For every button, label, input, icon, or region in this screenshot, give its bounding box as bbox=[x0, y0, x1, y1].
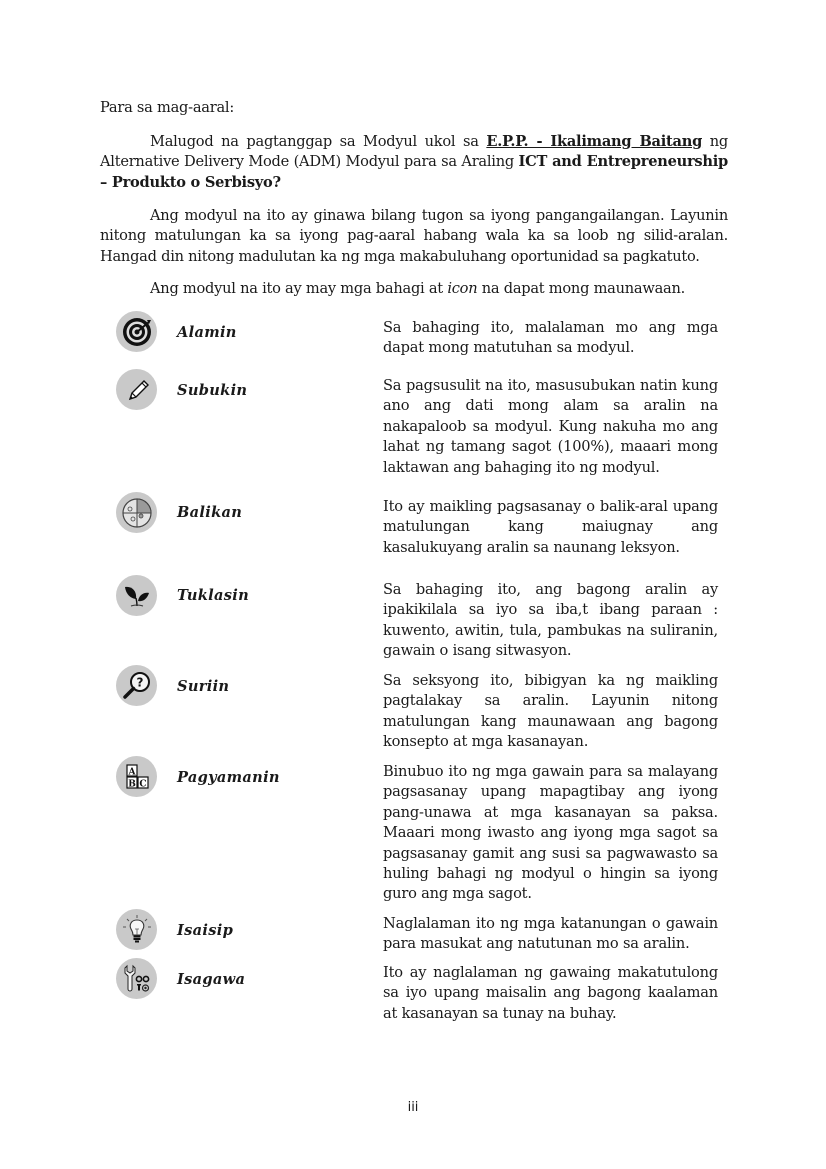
section-description: Sa seksyong ito, bibigyan ka ng maikling pagtalakay sa aralin. Layunin nitong matulungan kang maunawaan ang bagong konsepto at mga kasanayan. bbox=[383, 672, 718, 751]
parts-intro-start: Ang modyul na ito ay may mga bahagi at bbox=[150, 280, 448, 297]
section-description: Naglalaman ito ng mga katanungan o gawain para masukat ang natutunan mo sa aralin. bbox=[383, 915, 718, 953]
section-description: Ito ay maikling pagsasanay o balik-aral upang matulungan kang maiugnay ang kasalukuyang aralin sa naunang leksyon. bbox=[383, 498, 718, 556]
parts-intro-end: na dapat mong maunawaan. bbox=[477, 280, 686, 297]
puzzle-icon bbox=[116, 492, 157, 533]
section-label: Isaisip bbox=[177, 922, 234, 939]
greeting: Para sa mag-aaral: bbox=[100, 99, 234, 116]
lesson-title: ICT and Entrepreneurship – Produkto o Serbisyo? bbox=[100, 153, 728, 191]
parts-intro-paragraph bbox=[100, 279, 728, 299]
section-label: Balikan bbox=[177, 504, 243, 521]
magnifier-question-icon bbox=[116, 665, 157, 706]
section-description: Ito ay naglalaman ng gawaing makatutulong sa iyo upang maisalin ang bagong kaalaman at kasanayan sa tunay na buhay. bbox=[383, 964, 718, 1022]
welcome-text-start: Malugod na pagtanggap sa Modyul ukol sa bbox=[150, 133, 487, 150]
svg-text:?: ? bbox=[136, 675, 143, 689]
section-label: Tuklasin bbox=[177, 587, 250, 604]
pencil-icon bbox=[116, 369, 157, 410]
section-description: Sa bahaging ito, malalaman mo ang mga dapat mong matutuhan sa modyul. bbox=[383, 319, 718, 357]
section-label: Subukin bbox=[177, 382, 248, 399]
lightbulb-icon bbox=[116, 909, 157, 950]
section-label: Alamin bbox=[177, 324, 237, 341]
svg-text:C: C bbox=[138, 779, 147, 789]
parts-intro-italic: icon bbox=[447, 280, 478, 297]
subject-grade-title: E.P.P. - Ikalimang Baitang bbox=[486, 133, 703, 150]
tools-icon bbox=[116, 958, 157, 999]
section-label: Isagawa bbox=[177, 971, 246, 988]
section-label: Suriin bbox=[177, 678, 230, 695]
section-description: Sa pagsusulit na ito, masusubukan natin kung ano ang dati mong alam sa aralin na nakapaloob sa modyul. Kung nakuha mo ang lahat ng tamang sagot (100%), maaari mong laktawan ang bahaging ito ng modyul. bbox=[383, 377, 718, 476]
purpose-paragraph: Ang modyul na ito ay ginawa bilang tugon sa iyong pangangailangan. Layunin nitong matulungan ka sa iyong pag-aaral habang wala ka sa loob ng silid-aralan. Hangad din nitong madulutan ka ng mga makabuluhang oportunidad sa pagkatuto. bbox=[100, 207, 728, 265]
welcome-paragraph bbox=[100, 132, 728, 193]
welcome-text-middle: ng Alternative Delivery Mode (ADM) Modyul para sa Araling bbox=[100, 133, 728, 171]
section-description: Binubuo ito ng mga gawain para sa malayang pagsasanay upang mapagtibay ang iyong pang-unawa at mga kasanayan sa paksa. Maaari mong iwasto ang iyong mga sagot sa pagsasanay gamit ang susi sa pagwawasto sa huling bahagi ng modyul o hingin sa iyong guro ang mga sagot. bbox=[383, 763, 718, 903]
sprout-icon bbox=[116, 575, 157, 616]
svg-text:B: B bbox=[127, 779, 136, 789]
target-icon bbox=[116, 311, 157, 352]
abc-blocks-icon bbox=[116, 756, 157, 797]
section-label: Pagyamanin bbox=[177, 769, 280, 786]
page-number: iii bbox=[407, 1100, 419, 1115]
section-description: Sa bahaging ito, ang bagong aralin ay ipakikilala sa iyo sa iba,t ibang paraan : kuwento, awitin, tula, pambukas na suliranin, gawain o isang sitwasyon. bbox=[383, 581, 718, 660]
svg-text:A: A bbox=[128, 767, 135, 777]
